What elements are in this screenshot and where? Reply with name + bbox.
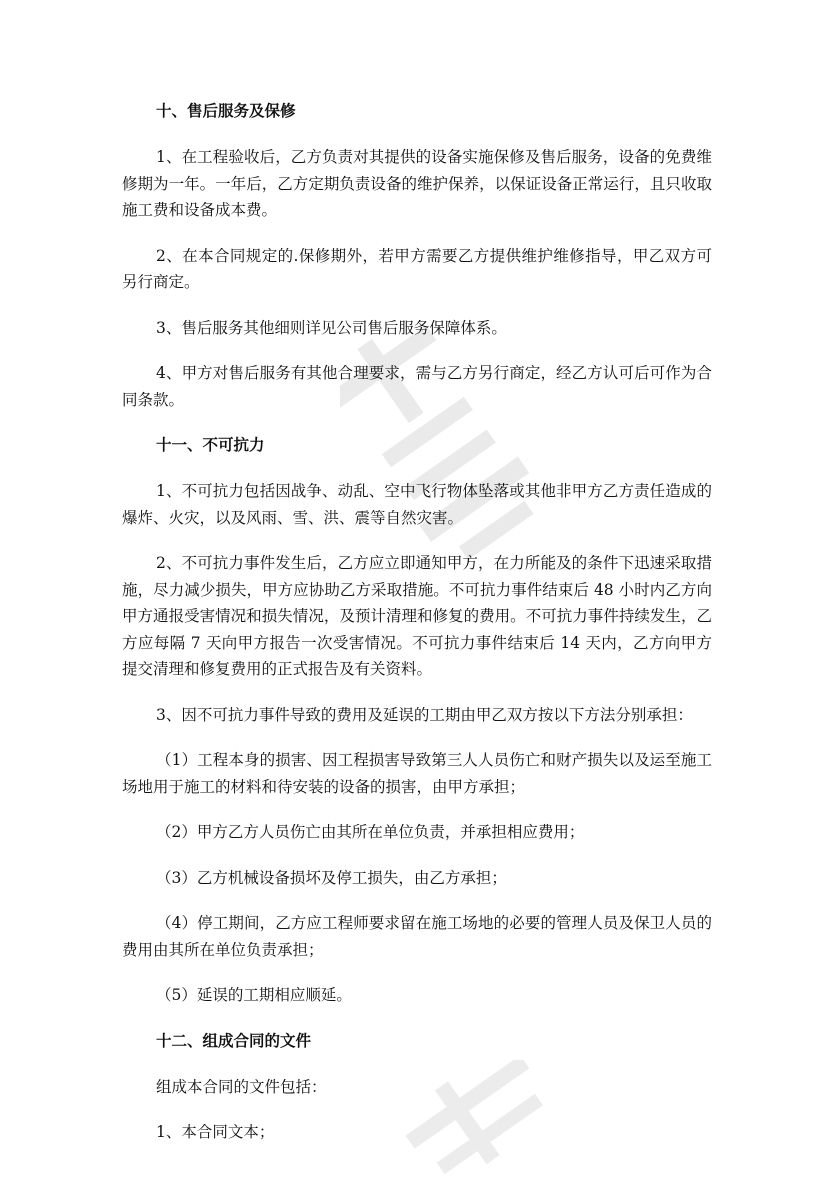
section-heading-11: 十一、不可抗力 <box>156 436 265 454</box>
paragraph: 3、售后服务其他细则详见公司售后服务保障体系。 <box>156 318 507 337</box>
paragraph: 1、不可抗力包括因战争、动乱、空中飞行物体坠落或其他非甲方乙方责任造成的爆炸、火灾，以及风雨、雪、洪、震等自然灾害。 <box>122 482 712 527</box>
paragraph: 2、不可抗力事件发生后，乙方应立即通知甲方，在力所能及的条件下迅速采取措施，尽力减少损失，甲方应协助乙方采取措施。不可抗力事件结束后 48 小时内乙方向甲方通报受害情况和损失情况，及预计清理和修复的费用。不可抗力事件持续发生，乙方应每隔 7 天向甲方报告一次受害情况。不可抗力事件结束后 14 天内，乙方向甲方提交清理和修复费用的正式报告及有关资料。 <box>122 554 712 678</box>
section-heading-10: 十、售后服务及保修 <box>156 102 296 120</box>
section-heading-12: 十二、组成合同的文件 <box>156 1031 312 1050</box>
paragraph: 3、因不可抗力事件导致的费用及延误的工期由甲乙双方按以下方法分别承担： <box>156 705 693 724</box>
paragraph: 组成本合同的文件包括： <box>156 1077 327 1096</box>
list-item: （2）甲方乙方人员伤亡由其所在单位负责，并承担相应费用； <box>156 823 585 841</box>
list-item: （1）工程本身的损害、因工程损害导致第三人人员伤亡和财产损失以及运至施工场地用于施工的材料和待安装的设备的损害，由甲方承担； <box>122 751 712 796</box>
list-item: （5）延误的工期相应顺延。 <box>156 986 352 1004</box>
paragraph: 1、在工程验收后，乙方负责对其提供的设备实施保修及售后服务，设备的免费维修期为一年。一年后，乙方定期负责设备的维护保养，以保证设备正常运行，且只收取施工费和设备成本费。 <box>122 148 712 219</box>
list-item: （3）乙方机械设备损坏及停工损失，由乙方承担； <box>156 868 507 887</box>
list-item: （4）停工期间，乙方应工程师要求留在施工场地的必要的管理人员及保卫人员的费用由其所在单位负责承担； <box>122 914 712 959</box>
paragraph: 1、本合同文本； <box>156 1123 275 1141</box>
paragraph: 4、甲方对售后服务有其他合理要求，需与乙方另行商定，经乙方认可后可作为合同条款。 <box>122 364 712 409</box>
paragraph: 2、在本合同规定的.保修期外，若甲方需要乙方提供维护维修指导，甲乙双方可另行商定。 <box>122 246 712 291</box>
document-body <box>122 98 712 1146</box>
